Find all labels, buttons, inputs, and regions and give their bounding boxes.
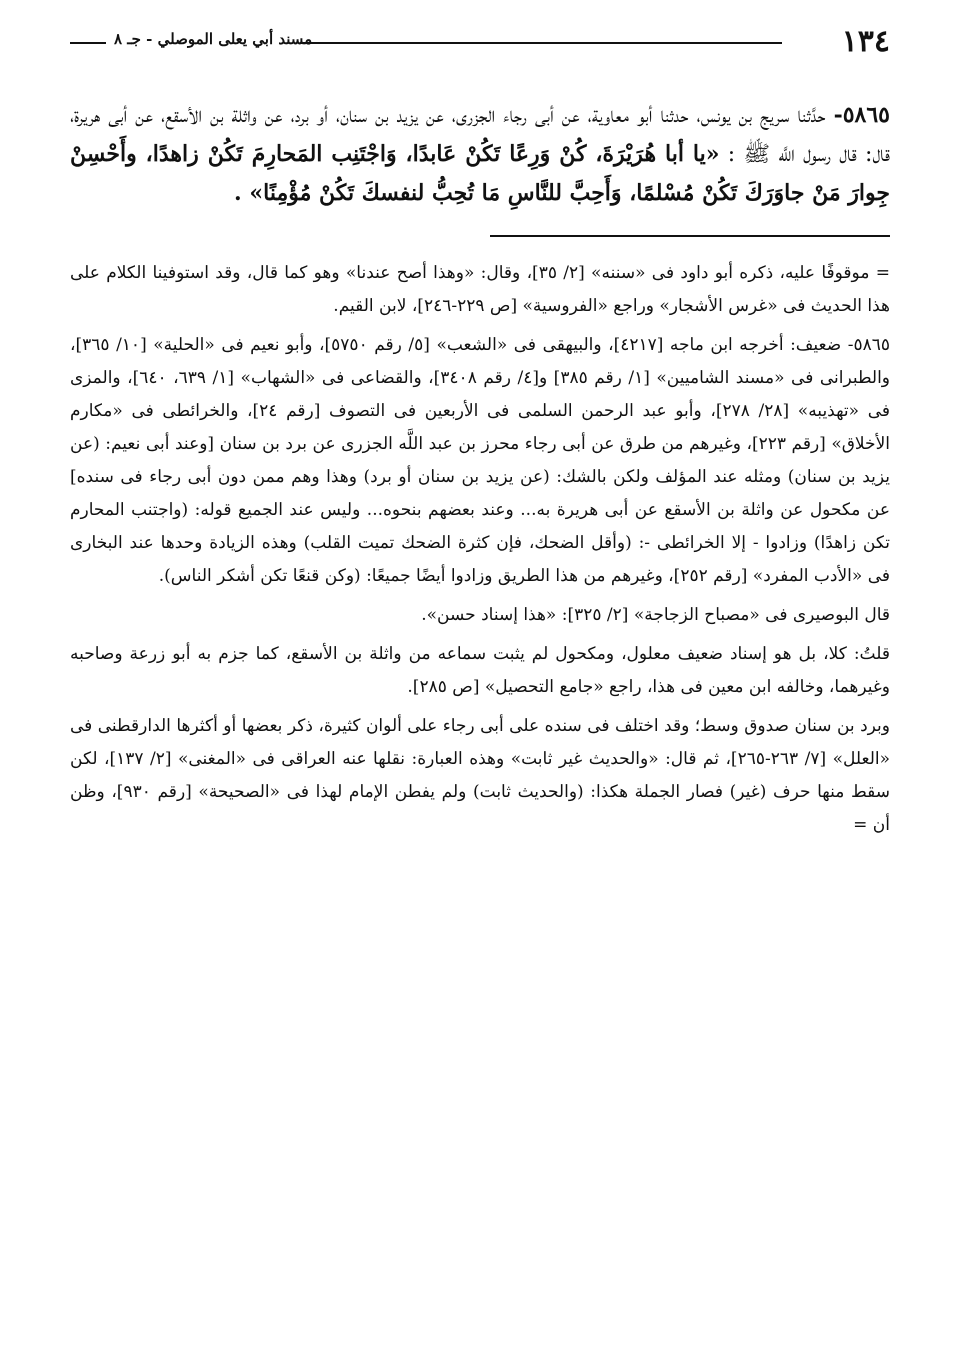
running-title: مسند أبي يعلى الموصلي - جـ ٨ (114, 30, 313, 48)
page-header (70, 22, 890, 62)
header-rule (300, 42, 782, 44)
footnote-paragraph: قلتُ: كلا، بل هو إسناد ضعيف معلول، ومكحول لم يثبت سماعه من واثلة بن الأسقع، كما جزم به أبو زرعة وصاحبه وغيرهما، وخالفه ابن معين فى هذا، راجع «جامع التحصيل» [ص ٢٨٥]. (70, 644, 890, 697)
footnote-paragraph: ٥٨٦٥- ضعيف: أخرجه ابن ماجه [٤٢١٧]، والبيهقى فى «الشعب» [٥/ رقم ٥٧٥٠]، وأبو نعيم فى «الحلية» [١٠/ ٣٦٥]، والطبرانى فى «مسند الشاميين» [١/ رقم ٣٨٥] و[٤/ رقم ٣٤٠٨]، والقضاعى فى «الشهاب» [١/ ٦٣٩، ٦٤٠]، والمزى فى «تهذيبه» [٢٨/ ٢٧٨]، وأبو عبد الرحمن السلمى فى الأربعين فى التصوف [رقم ٢٤]، والخرائطى فى «مكارم الأخلاق» [رقم ٢٢٣]، وغيرهم من طرق عن أبى رجاء محرز بن عبد اللَّه الجزرى عن برد بن سنان [وعند أبى نعيم: (عن يزيد بن سنان) ومثله عند المؤلف ولكن بالشك: (عن يزيد بن سنان أو برد) وهذا وهم ممن دون أبى رجاء فى سنده] عن مكحول عن واثلة بن الأسقع عن أبى هريرة به... وعند بعضهم بنحوه... وليس عند الجميع قوله: (واجتنب المحارم تكن زاهدًا) وزادوا - إلا الخرائطى -: (وأقل الضحك، فإن كثرة الضحك تميت القلب) وهذه الزيادة وحدها عند البخارى فى «الأدب المفرد» [رقم ٢٥٢]، وغيرهم من هذا الطريق وزادوا أيضًا جميعًا: (وكن قنعًا تكن أشكر الناس). (70, 335, 891, 586)
hadith-isnad: حدَّثنا سريج بن يونس، حدثنا أبو معاوية، عن أبى رجاء الجزرى، عن يزيد بن سنان، أو برد، عن واثلة بن الأسقع، عن أبى هريرة، قال: قال رسول اللَّه ﷺ : (70, 103, 890, 167)
header-rule-end (70, 42, 106, 44)
hadith-text (70, 96, 890, 213)
footnote-paragraph: وبرد بن سنان صدوق وسط؛ وقد اختلف فى سنده على أبى رجاء على ألوان كثيرة، ذكر بعضها أو أكثرها الدارقطنى فى «العلل» [٧/ ٢٦٣-٢٦٥]، ثم قال: «والحديث غير ثابت» وهذه العبارة: نقلها عنه العراقى فى «المغنى» [٢/ ١٣٧]، لكن سقط منها حرف (غير) فصار الجملة هكذا: (والحديث ثابت) ولم يفطن الإمام لهذا فى «الصحيحة» [رقم ٩٣٠]، وظن أن = (70, 716, 890, 835)
footnote-separator (490, 235, 890, 237)
page (70, 22, 890, 848)
hadith-number: ٥٨٦٥- (833, 102, 890, 128)
footnotes (70, 257, 890, 842)
page-number: ١٣٤ (841, 24, 890, 59)
footnote-paragraph: = موقوفًا عليه، ذكره أبو داود فى «سننه» [٢/ ٣٥]، وقال: «وهذا أصح عندنا» وهو كما قال، وقد استوفينا الكلام على هذا الحديث فى «غرس الأشجار» وراجع «الفروسية» [ص ٢٢٩-٢٤٦]، لابن القيم. (70, 263, 890, 316)
hadith-matn: «يا أبا هُرَيْرَةَ، كُنْ وَرِعًا تَكُنْ عَابدًا، وَاجْتَنِب المَحارِمَ تَكُنْ زاهدًا، وأَحْسِنْ جِوارَ مَنْ جاوَرَكَ تَكُنْ مُسْلمًا، وَأَحِبَّ للنَّاسِ مَا تُحِبُّ لنفسكَ تَكُنْ مُؤْمِنًا» . (70, 141, 890, 206)
footnote-paragraph: قال البوصيرى فى «مصباح الزجاجة» [٢/ ٣٢٥]: «هذا إسناد حسن». (421, 605, 890, 625)
